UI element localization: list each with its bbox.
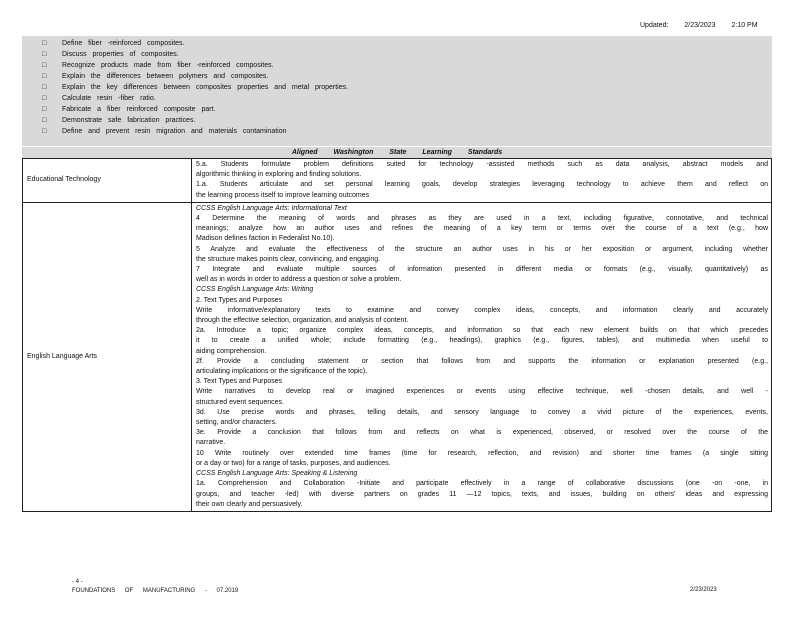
standard-line: well as in words in order to address a question or solve a problem. [196, 276, 402, 284]
objective-text: Explain the differences between polymers and composites. [62, 73, 269, 80]
standard-line: 5 Analyze and evaluate the effectiveness of the structure an author uses in his or her exposition or argument, including whether [196, 245, 768, 253]
standard-line: 2. Text Types and Purposes [196, 296, 283, 304]
list-item [22, 104, 772, 115]
objective-text: Explain the key differences between composites properties and metal properties. [62, 84, 349, 91]
standard-line: aiding comprehension. [196, 347, 267, 355]
standard-line: 3. Text Types and Purposes [196, 378, 283, 386]
bullet-icon: □ [42, 117, 47, 124]
list-item [22, 82, 772, 93]
standard-line: Write informative/explanatory texts to examine and convey complex ideas, concepts, and information clearly and accurately [196, 306, 768, 314]
standard-line: 2a. Introduce a topic; organize complex ideas, concepts, and information so that each new element builds on that which precedes [196, 327, 768, 335]
standard-line: 7 Integrate and evaluate multiple sources of information presented in different media or formats (e.g., visually, quantitatively) as [196, 266, 768, 274]
updated-time: 2:10 PM [731, 22, 758, 29]
list-item [22, 115, 772, 126]
objective-text: Demonstrate safe fabrication practices. [62, 117, 196, 124]
standards-cell [192, 159, 772, 203]
standard-line: it to create a unified whole; include formatting (e.g., headings), graphics (e.g., figures, tables), and multimedia when useful to [196, 337, 768, 345]
table-row [23, 202, 772, 511]
standard-line: the structure makes points clear, convincing, and engaging. [196, 255, 381, 263]
footer [72, 578, 238, 596]
standard-line: 3e. Provide a conclusion that follows from and reflects on what is experienced, observed, or resolved over the course of the [196, 429, 768, 437]
objective-text: Define and prevent resin migration and materials contamination [62, 128, 287, 135]
updated-stamp [640, 22, 772, 29]
standard-heading: CCSS English Language Arts: Speaking & Listening [196, 470, 358, 478]
bullet-icon: □ [42, 73, 47, 80]
objectives-list [22, 36, 772, 146]
standard-line: structured event sequences. [196, 398, 284, 406]
page-number: - 4 - [72, 579, 83, 585]
bullet-icon: □ [42, 62, 47, 69]
standard-line: setting, and/or characters. [196, 419, 277, 427]
standard-line: 1.a. Students articulate and set personal learning goals, develop strategies leveraging technology to achieve them and reflect on [196, 181, 768, 189]
list-item [22, 126, 772, 137]
standard-line: 4 Determine the meaning of words and phrases as they are used in a text, including figurative, connotative, and technical [196, 215, 768, 223]
standard-line: through the effective selection, organization, and analysis of content. [196, 317, 409, 325]
list-item [22, 60, 772, 71]
objective-text: Discuss properties of composites. [62, 51, 179, 58]
standard-line: 1a. Comprehension and Collaboration -Initiate and participate effectively in a range of collaborative discussions (one -on -one, in [196, 480, 768, 488]
objective-text: Calculate resin -fiber ratio. [62, 95, 156, 102]
standard-line: 5.a. Students formulate problem definitions suited for technology -assisted methods such as data analysis, abstract models and [196, 161, 768, 168]
standard-heading: CCSS English Language Arts: Writing [196, 286, 314, 294]
bullet-icon: □ [42, 128, 47, 135]
standard-line: articulating implications or the significance of the topic). [196, 368, 368, 376]
standard-line: their own clearly and persuasively. [196, 500, 303, 508]
standard-line: or a day or two) for a range of tasks, purposes, and audiences. [196, 459, 391, 467]
standard-line: groups, and teacher -led) with diverse partners on grades 11 —12 topics, texts, and issues, building on others' ideas and expressing [196, 490, 768, 498]
bullet-icon: □ [42, 51, 47, 58]
bullet-icon: □ [42, 84, 47, 91]
standard-line: algorithmic thinking in exploring and finding solutions. [196, 171, 362, 179]
standards-table [22, 158, 772, 512]
aligned-standards-header: Aligned Washington State Learning Standards [22, 147, 772, 158]
footer-date: 2/23/2023 [690, 587, 717, 593]
standards-cell [192, 202, 772, 511]
objective-text: Define fiber -reinforced composites. [62, 40, 185, 47]
objective-text: Fabricate a fiber reinforced composite part. [62, 106, 216, 113]
list-item [22, 38, 772, 49]
list-item [22, 71, 772, 82]
bullet-icon: □ [42, 40, 47, 47]
footer-title: FOUNDATIONS OF MANUFACTURING - 07.2019 [72, 588, 239, 594]
subject-cell: Educational Technology [23, 159, 192, 203]
list-item [22, 49, 772, 60]
table-row [23, 159, 772, 203]
standard-line: narrative. [196, 439, 226, 447]
bullet-icon: □ [42, 95, 47, 102]
updated-label: Updated: [640, 22, 669, 29]
standard-line: Madison defines faction in Federalist No.10). [196, 235, 335, 243]
objective-text: Recognize products made from fiber -reinforced composites. [62, 62, 274, 69]
standard-heading: CCSS English Language Arts: Informational Text [196, 204, 347, 212]
standard-line: 10 Write routinely over extended time frames (time for research, reflection, and revision) and shorter time frames (a single sitting [196, 449, 768, 457]
standard-line: meanings; analyze how an author uses and refines the meaning of a key term or terms over the course of a text (e.g., how [196, 225, 768, 233]
standard-line: 2f. Provide a concluding statement or section that follows from and supports the information or explanation presented (e.g., [196, 357, 768, 365]
subject-cell: English Language Arts [23, 202, 192, 511]
standard-line: 3d. Use precise words and phrases, telling details, and sensory language to convey a vivid picture of the experiences, events, [196, 408, 768, 416]
standard-line: the learning process itself to improve learning outcomes [196, 191, 370, 199]
updated-date: 2/23/2023 [684, 22, 716, 29]
bullet-icon: □ [42, 106, 47, 113]
standard-line: Write narratives to develop real or imagined experiences or events using effective technique, well -chosen details, and well - [196, 388, 768, 396]
list-item [22, 93, 772, 104]
